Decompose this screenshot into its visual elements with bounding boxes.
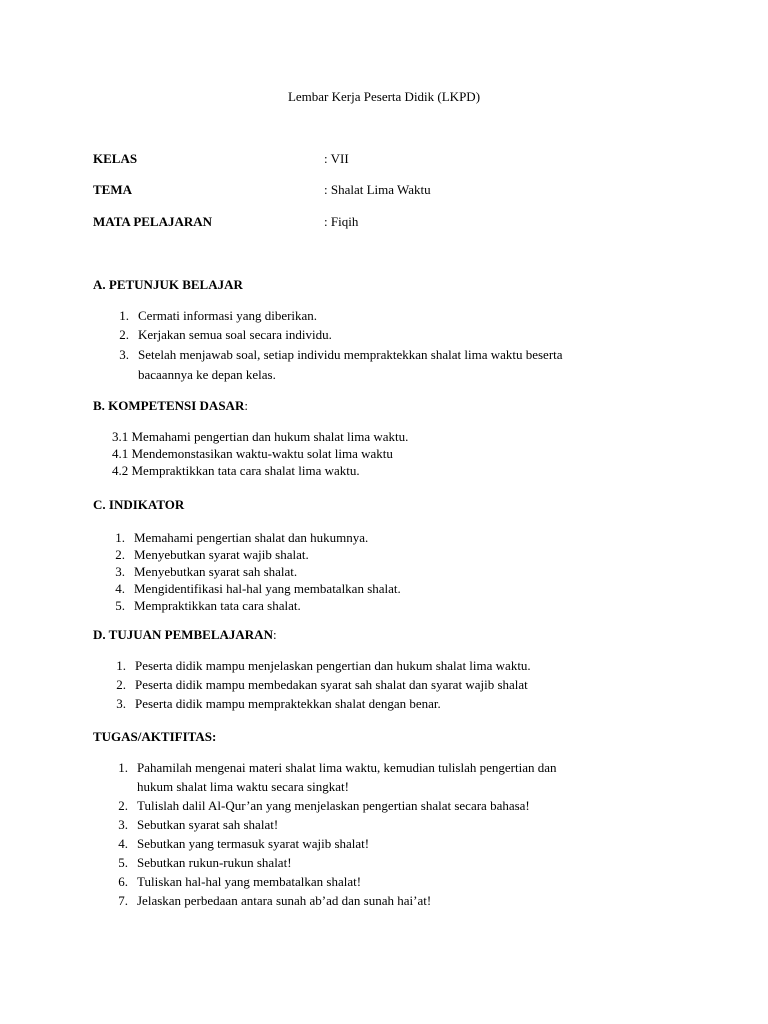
tema-label: TEMA bbox=[93, 182, 132, 197]
list-item: 1. Peserta didik mampu menjelaskan pengertian dan hukum shalat lima waktu. bbox=[116, 658, 531, 673]
section-b-heading: B. KOMPETENSI DASAR: bbox=[93, 398, 248, 413]
section-d-heading: D. TUJUAN PEMBELAJARAN: bbox=[93, 627, 277, 642]
list-item: 1. Memahami pengertian shalat dan hukumnya. bbox=[115, 530, 369, 545]
section-c-heading: C. INDIKATOR bbox=[93, 497, 185, 512]
list-item: 5. Sebutkan rukun-rukun shalat! bbox=[118, 855, 292, 870]
list-item: 1. Cermati informasi yang diberikan. bbox=[119, 308, 318, 323]
list-item-continuation: hukum shalat lima waktu secara singkat! bbox=[137, 779, 349, 794]
list-item: 3. Peserta didik mampu mempraktekkan shalat dengan benar. bbox=[116, 696, 441, 711]
tugas-heading: TUGAS/AKTIFITAS: bbox=[93, 729, 217, 744]
list-item: 3. Menyebutkan syarat sah shalat. bbox=[115, 564, 298, 579]
kelas-label: KELAS bbox=[93, 151, 138, 166]
list-item: 2. Peserta didik mampu membedakan syarat sah shalat dan syarat wajib shalat bbox=[116, 677, 528, 692]
document-title: Lembar Kerja Peserta Didik (LKPD) bbox=[287, 89, 481, 104]
list-item: 4. Mengidentifikasi hal-hal yang membatalkan shalat. bbox=[115, 581, 401, 596]
list-item: 5. Mempraktikkan tata cara shalat. bbox=[115, 598, 301, 613]
kompetensi-item: 3.1 Memahami pengertian dan hukum shalat lima waktu. bbox=[112, 429, 409, 444]
list-item: 3. Setelah menjawab soal, setiap individu mempraktekkan shalat lima waktu beserta bbox=[119, 347, 563, 362]
list-item: 2. Kerjakan semua soal secara individu. bbox=[119, 327, 332, 342]
kompetensi-item: 4.1 Mendemonstasikan waktu-waktu solat lima waktu bbox=[112, 446, 393, 461]
list-item-continuation: bacaannya ke depan kelas. bbox=[138, 367, 276, 382]
mata-pelajaran-value: : Fiqih bbox=[324, 214, 359, 229]
list-item: 6. Tuliskan hal-hal yang membatalkan shalat! bbox=[118, 874, 362, 889]
section-a-heading: A. PETUNJUK BELAJAR bbox=[93, 277, 243, 292]
list-item: 3. Sebutkan syarat sah shalat! bbox=[118, 817, 279, 832]
list-item: 4. Sebutkan yang termasuk syarat wajib shalat! bbox=[118, 836, 370, 851]
tema-value: : Shalat Lima Waktu bbox=[324, 182, 431, 197]
list-item: 2. Menyebutkan syarat wajib shalat. bbox=[115, 547, 309, 562]
kompetensi-item: 4.2 Mempraktikkan tata cara shalat lima waktu. bbox=[112, 463, 360, 478]
list-item: 2. Tulislah dalil Al-Qur’an yang menjelaskan pengertian shalat secara bahasa! bbox=[118, 798, 530, 813]
list-item: 7. Jelaskan perbedaan antara sunah ab’ad dan sunah hai’at! bbox=[118, 893, 432, 908]
list-item: 1. Pahamilah mengenai materi shalat lima waktu, kemudian tulislah pengertian dan bbox=[118, 760, 557, 775]
kelas-value: : VII bbox=[324, 151, 349, 166]
mata-pelajaran-label: MATA PELAJARAN bbox=[93, 214, 213, 229]
